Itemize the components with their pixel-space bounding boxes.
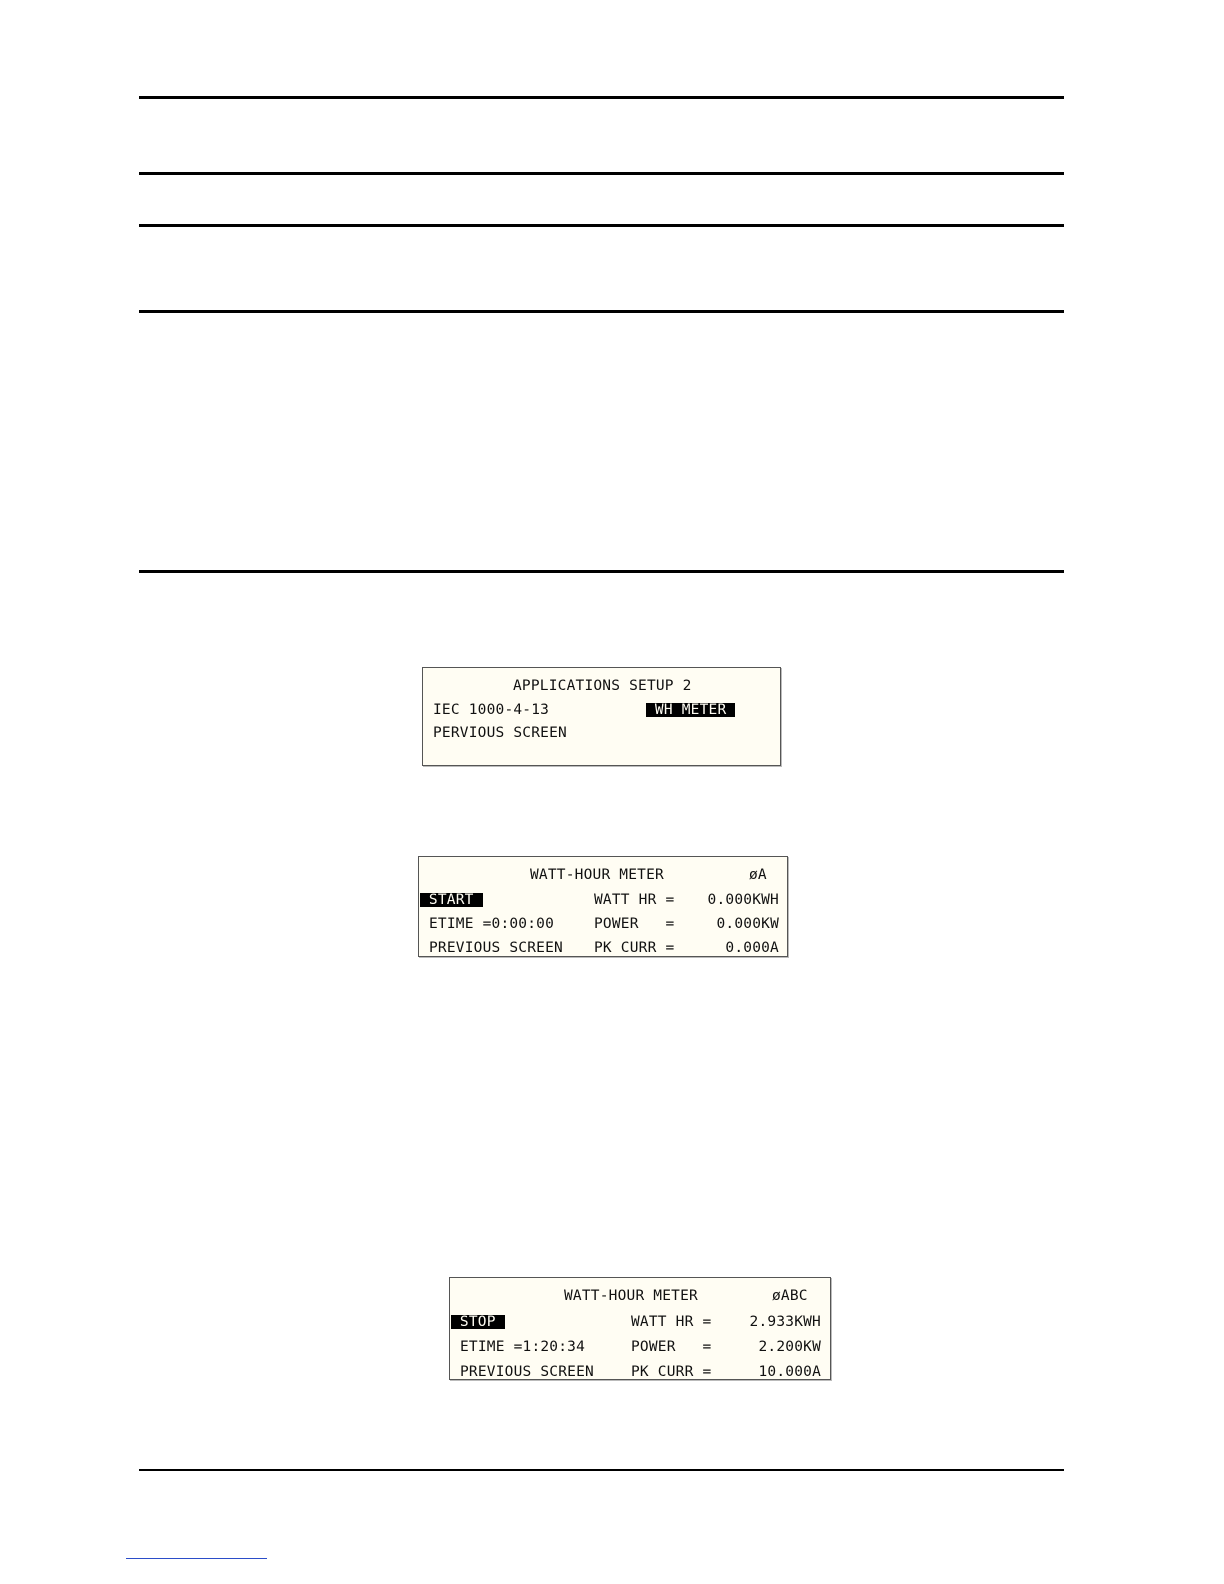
watt-hr-value: 0.000KWH [707, 892, 779, 908]
power-value: 0.000KW [716, 916, 779, 932]
screen-title: APPLICATIONS SETUP 2 [513, 678, 692, 694]
phase-indicator: øABC [772, 1288, 808, 1304]
header-rule-2 [139, 172, 1064, 175]
previous-screen-option[interactable]: PERVIOUS SCREEN [433, 725, 567, 741]
section-rule [139, 570, 1064, 573]
screen-title: WATT-HOUR METER [530, 867, 664, 883]
watt-hr-label: WATT HR = [631, 1314, 712, 1330]
watt-hr-value: 2.933KWH [749, 1314, 821, 1330]
power-label: POWER = [594, 916, 675, 932]
start-button[interactable]: START [420, 892, 483, 908]
footer-rule [139, 1469, 1064, 1471]
watt-hour-meter-screen-phase-a [418, 856, 788, 957]
previous-screen-option[interactable]: PREVIOUS SCREEN [460, 1364, 594, 1380]
previous-screen-option[interactable]: PREVIOUS SCREEN [429, 940, 563, 956]
pk-curr-label: PK CURR = [594, 940, 675, 956]
header-rule-1 [139, 96, 1064, 99]
iec-1000-4-13-option[interactable]: IEC 1000-4-13 [433, 702, 550, 718]
pk-curr-value: 0.000A [725, 940, 779, 956]
power-label: POWER = [631, 1339, 712, 1355]
phase-indicator: øA [749, 867, 767, 883]
pk-curr-value: 10.000A [758, 1364, 821, 1380]
header-rule-4 [139, 310, 1064, 313]
elapsed-time: ETIME =1:20:34 [460, 1339, 586, 1355]
elapsed-time: ETIME =0:00:00 [429, 916, 555, 932]
header-rule-3 [139, 224, 1064, 227]
stop-button[interactable]: STOP [451, 1314, 505, 1330]
pk-curr-label: PK CURR = [631, 1364, 712, 1380]
watt-hr-label: WATT HR = [594, 892, 675, 908]
screen-title: WATT-HOUR METER [564, 1288, 698, 1304]
applications-setup-screen [422, 667, 781, 766]
power-value: 2.200KW [758, 1339, 821, 1355]
wh-meter-option[interactable]: WH METER [646, 702, 736, 718]
watt-hour-meter-screen-phase-abc [449, 1277, 831, 1380]
footer-link-underline[interactable] [126, 1558, 267, 1559]
